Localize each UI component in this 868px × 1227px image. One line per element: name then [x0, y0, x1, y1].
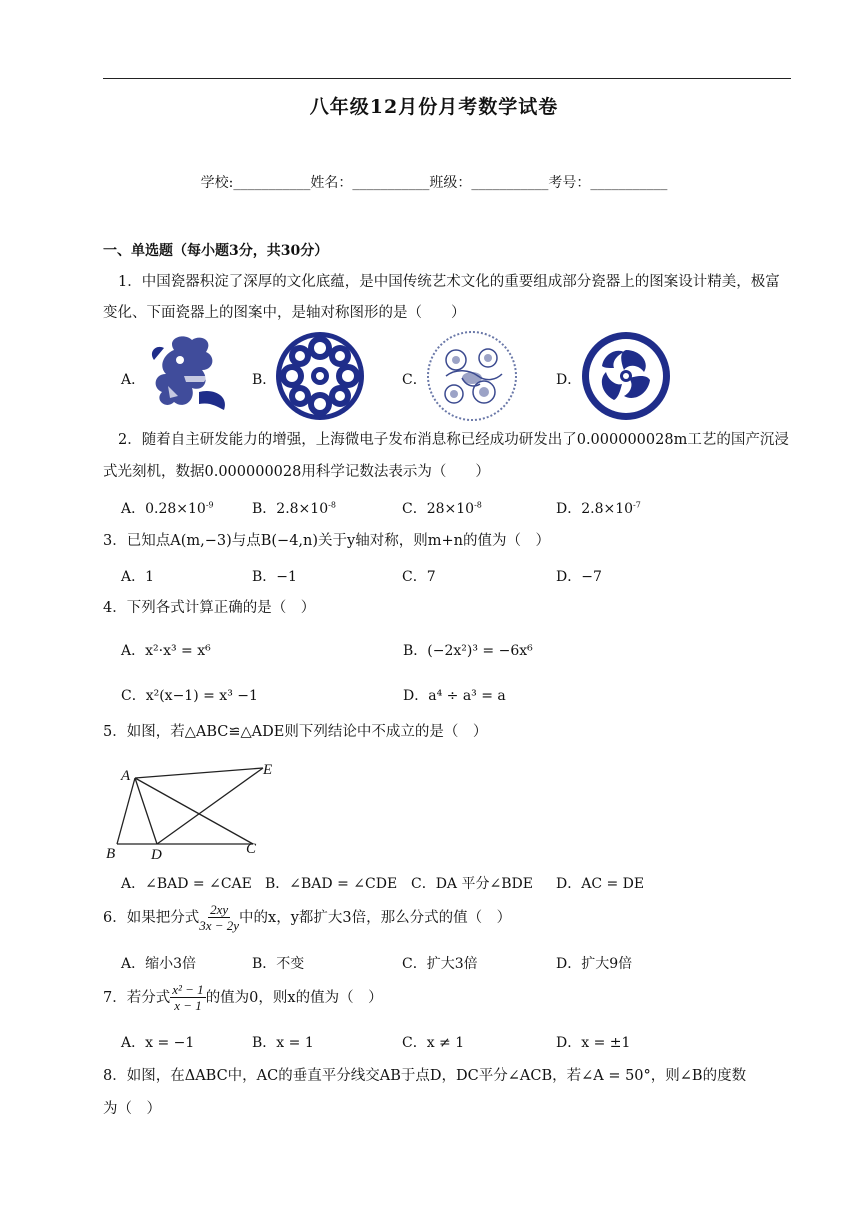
- q5-triangle-figure: [103, 758, 283, 862]
- q3-option-b: B．−1: [252, 569, 297, 585]
- q6-option-c: C．扩大3倍: [402, 956, 478, 972]
- q2-option-b: B．$2.8\times 10^{-8}$: [252, 500, 336, 517]
- q3-option-c: C．7: [402, 569, 436, 585]
- q5-stem: 5．如图，若△ABC≌△ADE则下列结论中不成立的是（ ）: [103, 724, 488, 740]
- q5-option-a: A．∠BAD = ∠CAE: [121, 876, 252, 892]
- q7-option-b: B．x = 1: [252, 1035, 314, 1051]
- point-a-label: A: [121, 768, 131, 784]
- q6-stem: 6．如果把分式 $\frac{2xy}{3x - 2y}$ 中的x，y都扩大3倍，那么分式的值（ ）: [103, 902, 512, 933]
- q1-line2: 变化、下面瓷器上的图案中，是轴对称图形的是（ ）: [103, 305, 466, 321]
- q4-option-c: C．x²(x−1) = x³ −1: [121, 688, 258, 704]
- q8-line2: 为（ ）: [103, 1101, 161, 1117]
- q4-option-a: A．x²·x³ = x⁶: [121, 643, 211, 659]
- q2-option-c: C．$28\times 10^{-8}$: [402, 500, 482, 517]
- floral-animal-porcelain-image: [426, 330, 518, 422]
- q1-option-b-label: B．: [252, 372, 277, 388]
- q1-line1: 1．中国瓷器积淀了深厚的文化底蕴，是中国传统艺术文化的重要组成部分瓷器上的图案设计精美，极富: [118, 274, 780, 290]
- q6-option-a: A．缩小3倍: [121, 956, 197, 972]
- page-title: 八年级12月份月考数学试卷: [309, 96, 559, 118]
- q7-option-d: D．x = ±1: [556, 1035, 631, 1051]
- q8-line1: 8．如图，在ΔABC中，AC的垂直平分线交AB于点D，DC平分∠ACB，若∠A = 50°，则∠B的度数: [103, 1068, 747, 1084]
- q1-option-d-label: D．: [556, 372, 582, 388]
- point-b-label: B: [106, 846, 116, 862]
- point-d-label: D: [151, 847, 162, 862]
- q5-option-c: C．DA 平分∠BDE: [411, 876, 533, 892]
- q7-option-c: C．x ≠ 1: [402, 1035, 465, 1051]
- q6-fraction: $\frac{2xy}{3x - 2y}$: [199, 902, 240, 933]
- q1-option-a-label: A．: [121, 372, 146, 388]
- q4-stem: 4．下列各式计算正确的是（ ）: [103, 600, 316, 616]
- q1-option-c-label: C．: [402, 372, 427, 388]
- q7-stem: 7．若分式 $\frac{\text{x² − 1}}{x - 1}$ 的值为0，则x的值为（ ）: [103, 982, 383, 1013]
- q3-option-a: A．1: [121, 569, 155, 585]
- student-info-line: 学校:___________姓名：___________班级：___________考号：___________: [200, 175, 668, 191]
- q2-option-a: A．$0.28\times 10^{-9}$: [121, 500, 214, 517]
- q5-option-b: B．∠BAD = ∠CDE: [265, 876, 398, 892]
- q7-option-a: A．x = −1: [121, 1035, 195, 1051]
- q6-option-b: B．不变: [252, 956, 305, 972]
- swirl-porcelain-image: [580, 330, 672, 422]
- flower-porcelain-image: [274, 330, 366, 422]
- top-rule: [103, 78, 791, 79]
- point-e-label: E: [263, 762, 273, 778]
- q6-option-d: D．扩大9倍: [556, 956, 633, 972]
- q4-option-b: B．(−2x²)³ = −6x⁶: [403, 643, 533, 659]
- q3-option-d: D．−7: [556, 569, 602, 585]
- q2-line1: 2．随着自主研发能力的增强，上海微电子发布消息称已经成功研发出了0.000000028m工艺的国产沉浸: [118, 432, 789, 448]
- dragon-porcelain-image: [144, 330, 240, 420]
- q7-fraction: $\frac{\text{x² − 1}}{x - 1}$: [172, 982, 204, 1013]
- q3-stem: 3．已知点A(m,−3)与点B(−4,n)关于y轴对称，则m+n的值为（ ）: [103, 533, 550, 549]
- section-heading: 一、单选题（每小题3分，共30分）: [103, 243, 329, 259]
- q4-option-d: D．a⁴ ÷ a³ = a: [403, 688, 506, 704]
- q2-option-d: D．$2.8\times 10^{-7}$: [556, 500, 641, 517]
- q2-line2: 式光刻机，数据0.000000028用科学记数法表示为（ ）: [103, 464, 490, 480]
- point-c-label: C: [246, 841, 257, 857]
- q5-option-d: D．AC = DE: [556, 876, 645, 892]
